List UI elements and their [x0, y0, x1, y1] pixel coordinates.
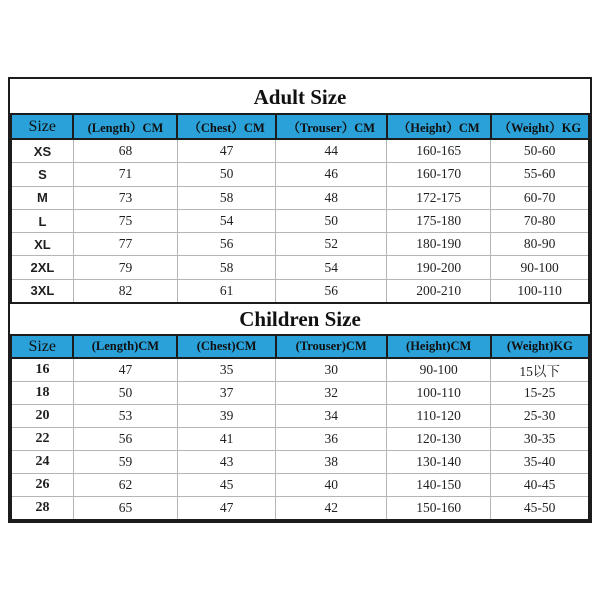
table-cell: 56: [177, 233, 275, 256]
table-cell: 61: [177, 279, 275, 303]
table-cell: 47: [177, 497, 275, 521]
table-cell: 55-60: [491, 163, 589, 186]
table-cell: 39: [177, 405, 275, 428]
table-cell: 47: [177, 139, 275, 163]
table-row: [11, 474, 589, 497]
table-cell: 40-45: [491, 474, 589, 497]
size-label-cell: 26: [11, 474, 73, 497]
table-cell: 60-70: [491, 186, 589, 209]
table-row: [11, 139, 589, 163]
table-cell: 44: [276, 139, 387, 163]
table-cell: 175-180: [387, 209, 491, 232]
table-cell: 70-80: [491, 209, 589, 232]
size-label-cell: M: [11, 186, 73, 209]
table-row: [11, 209, 589, 232]
table-cell: 40: [276, 474, 387, 497]
table-row: [11, 163, 589, 186]
column-header: (Length)CM: [73, 335, 177, 358]
table-cell: 42: [276, 497, 387, 521]
table-cell: 110-120: [387, 405, 491, 428]
table-cell: 120-130: [387, 428, 491, 451]
size-label-cell: 22: [11, 428, 73, 451]
table-row: [11, 256, 589, 279]
column-header: (Trouser)CM: [276, 335, 387, 358]
column-header: （Weight）KG: [491, 114, 589, 139]
table-cell: 130-140: [387, 451, 491, 474]
table-row: [11, 405, 589, 428]
table-cell: 71: [73, 163, 177, 186]
table-cell: 62: [73, 474, 177, 497]
table-cell: 43: [177, 451, 275, 474]
column-header: (Weight)KG: [491, 335, 589, 358]
size-label-cell: 18: [11, 382, 73, 405]
table-cell: 73: [73, 186, 177, 209]
table-cell: 65: [73, 497, 177, 521]
table-cell: 34: [276, 405, 387, 428]
table-cell: 82: [73, 279, 177, 303]
column-header: （Trouser）CM: [276, 114, 387, 139]
column-header: (Length）CM: [73, 114, 177, 139]
size-label-cell: 3XL: [11, 279, 73, 303]
column-header: Size: [11, 114, 73, 139]
table-cell: 38: [276, 451, 387, 474]
size-label-cell: XS: [11, 139, 73, 163]
size-label-cell: L: [11, 209, 73, 232]
table-cell: 36: [276, 428, 387, 451]
table-row: [11, 233, 589, 256]
size-label-cell: 28: [11, 497, 73, 521]
column-header: (Height)CM: [387, 335, 491, 358]
column-header: （Chest）CM: [177, 114, 275, 139]
table-cell: 59: [73, 451, 177, 474]
table-cell: 30: [276, 358, 387, 382]
table-cell: 54: [177, 209, 275, 232]
table-cell: 50-60: [491, 139, 589, 163]
children-header-row: [11, 335, 589, 358]
table-cell: 45: [177, 474, 275, 497]
table-row: [11, 358, 589, 382]
size-label-cell: 16: [11, 358, 73, 382]
size-chart-panel: [8, 77, 592, 523]
table-cell: 58: [177, 256, 275, 279]
table-cell: 15以下: [491, 358, 589, 382]
table-cell: 32: [276, 382, 387, 405]
size-label-cell: 24: [11, 451, 73, 474]
table-row: [11, 279, 589, 303]
table-row: [11, 428, 589, 451]
table-cell: 46: [276, 163, 387, 186]
children-size-table: [10, 334, 590, 521]
column-header: Size: [11, 335, 73, 358]
size-label-cell: 20: [11, 405, 73, 428]
table-cell: 80-90: [491, 233, 589, 256]
table-cell: 25-30: [491, 405, 589, 428]
table-cell: 200-210: [387, 279, 491, 303]
table-cell: 56: [276, 279, 387, 303]
table-cell: 15-25: [491, 382, 589, 405]
table-cell: 100-110: [387, 382, 491, 405]
table-row: [11, 497, 589, 521]
table-cell: 90-100: [387, 358, 491, 382]
table-cell: 140-150: [387, 474, 491, 497]
adult-size-title: Adult Size: [10, 79, 590, 113]
column-header: （Height）CM: [387, 114, 491, 139]
table-cell: 172-175: [387, 186, 491, 209]
table-cell: 150-160: [387, 497, 491, 521]
table-cell: 79: [73, 256, 177, 279]
table-cell: 53: [73, 405, 177, 428]
table-cell: 52: [276, 233, 387, 256]
table-cell: 75: [73, 209, 177, 232]
table-row: [11, 382, 589, 405]
table-cell: 68: [73, 139, 177, 163]
adult-header-row: [11, 114, 589, 139]
table-cell: 54: [276, 256, 387, 279]
table-cell: 35: [177, 358, 275, 382]
table-cell: 48: [276, 186, 387, 209]
table-cell: 50: [73, 382, 177, 405]
table-cell: 45-50: [491, 497, 589, 521]
table-cell: 77: [73, 233, 177, 256]
table-cell: 50: [276, 209, 387, 232]
children-size-title: Children Size: [10, 304, 590, 334]
table-cell: 41: [177, 428, 275, 451]
size-label-cell: XL: [11, 233, 73, 256]
size-label-cell: 2XL: [11, 256, 73, 279]
table-cell: 37: [177, 382, 275, 405]
table-cell: 180-190: [387, 233, 491, 256]
table-cell: 30-35: [491, 428, 589, 451]
table-row: [11, 451, 589, 474]
table-cell: 50: [177, 163, 275, 186]
column-header: (Chest)CM: [177, 335, 275, 358]
table-cell: 47: [73, 358, 177, 382]
table-cell: 160-170: [387, 163, 491, 186]
table-cell: 160-165: [387, 139, 491, 163]
table-cell: 58: [177, 186, 275, 209]
table-cell: 190-200: [387, 256, 491, 279]
table-cell: 56: [73, 428, 177, 451]
size-label-cell: S: [11, 163, 73, 186]
table-cell: 90-100: [491, 256, 589, 279]
adult-size-table: [10, 113, 590, 304]
table-cell: 35-40: [491, 451, 589, 474]
table-row: [11, 186, 589, 209]
table-cell: 100-110: [491, 279, 589, 303]
